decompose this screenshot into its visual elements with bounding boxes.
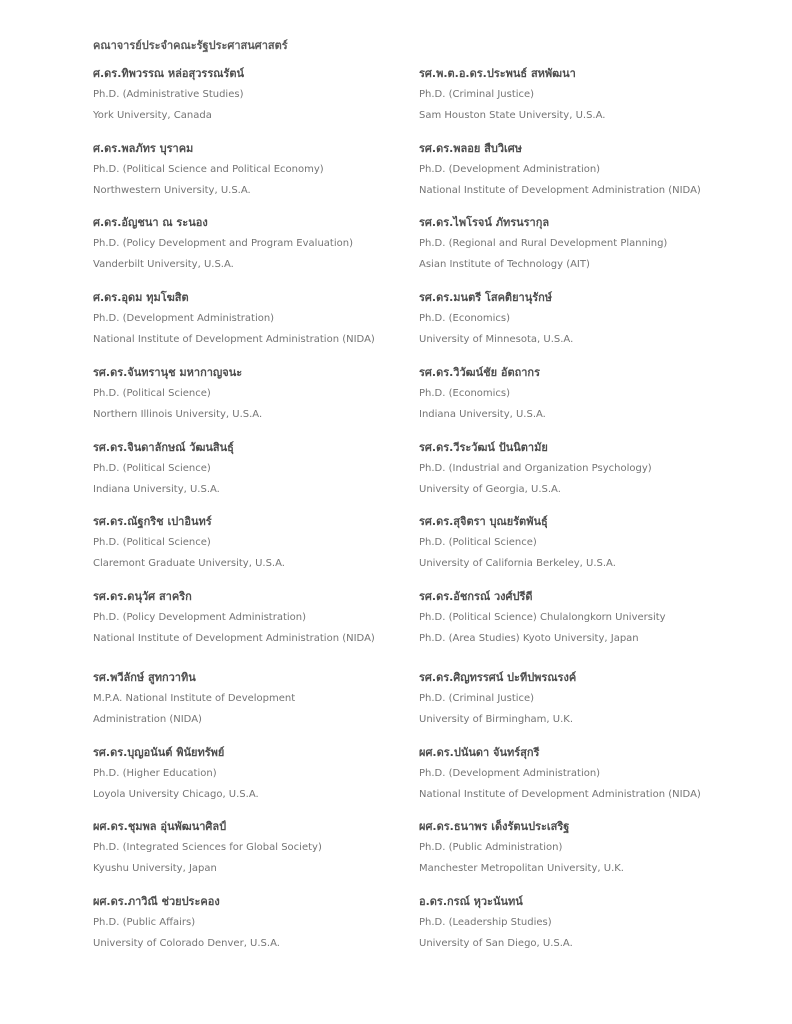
faculty-name: ผศ.ดร.ภาวิณี ช่วยประคอง [93, 895, 220, 908]
faculty-entry [93, 819, 423, 879]
faculty-degree: Ph.D. (Economics) [419, 313, 511, 324]
faculty-institution: University of Birmingham, U.K. [419, 713, 574, 725]
faculty-degree: Ph.D. (Higher Education) [93, 768, 217, 779]
faculty-degree: Ph.D. (Public Affairs) [93, 917, 196, 928]
faculty-name: รศ.ดร.สุจิตรา บุณยรัตพันธุ์ [419, 515, 548, 528]
faculty-entry [419, 894, 719, 954]
faculty-entry [419, 290, 719, 350]
faculty-entry [93, 290, 423, 350]
faculty-institution: University of Georgia, U.S.A. [419, 483, 561, 495]
faculty-institution: University of Colorado Denver, U.S.A. [93, 937, 280, 949]
faculty-entry [93, 514, 423, 574]
faculty-institution: Loyola University Chicago, U.S.A. [93, 788, 259, 800]
faculty-name: รศ.ดร.ณัฐกริช เปาอินทร์ [93, 515, 212, 528]
faculty-institution: Vanderbilt University, U.S.A. [93, 258, 234, 270]
faculty-name: รศ.พ.ต.อ.ดร.ประพนธ์ สหพัฒนา [419, 67, 576, 80]
faculty-institution: Indiana University, U.S.A. [419, 408, 546, 420]
faculty-degree: Ph.D. (Political Science) [93, 388, 211, 399]
faculty-entry [419, 589, 719, 649]
faculty-entry [93, 440, 423, 500]
faculty-institution: National Institute of Development Administration (NIDA) [419, 184, 701, 196]
faculty-degree: Ph.D. (Leadership Studies) [419, 917, 552, 928]
faculty-institution: University of California Berkeley, U.S.A. [419, 557, 616, 569]
faculty-name: รศ.ดร.จันทรานุช มหากาญจนะ [93, 366, 243, 379]
faculty-degree: Ph.D. (Criminal Justice) [419, 693, 535, 704]
faculty-degree: Ph.D. (Industrial and Organization Psychology) [419, 463, 652, 474]
faculty-institution: Indiana University, U.S.A. [93, 483, 220, 495]
faculty-institution: University of San Diego, U.S.A. [419, 937, 573, 949]
page-title: คณาจารย์ประจำคณะรัฐประศาสนศาสตร์ [93, 39, 288, 52]
faculty-degree: Ph.D. (Economics) [419, 388, 511, 399]
faculty-name: ศ.ดร.อุดม ทุมโฆสิต [93, 291, 189, 304]
faculty-degree: Ph.D. (Regional and Rural Development Planning) [419, 238, 668, 249]
faculty-degree: M.P.A. National Institute of Development [93, 693, 296, 704]
faculty-name: รศ.ดร.อัชกรณ์ วงศ์ปรีดี [419, 590, 533, 603]
faculty-entry [93, 215, 423, 275]
faculty-degree: Ph.D. (Political Science) [93, 537, 211, 548]
faculty-entry [93, 745, 423, 805]
faculty-degree: Ph.D. (Administrative Studies) [93, 89, 244, 100]
faculty-name: ผศ.ดร.ชุมพล อุ่นพัฒนาศิลป์ [93, 820, 227, 833]
faculty-name: รศ.ดร.บุญอนันต์ พินัยทรัพย์ [93, 746, 225, 759]
faculty-institution: Sam Houston State University, U.S.A. [419, 109, 606, 121]
faculty-institution: National Institute of Development Administration (NIDA) [419, 788, 701, 800]
faculty-name: ศ.ดร.อัญชนา ณ ระนอง [93, 216, 208, 229]
faculty-name: ศ.ดร.พลภัทร บุราคม [93, 142, 194, 155]
faculty-entry [419, 745, 719, 805]
faculty-name: รศ.พวีลักษ์ สูทกวาทิน [93, 671, 196, 684]
faculty-degree: Ph.D. (Integrated Sciences for Global Society) [93, 842, 322, 853]
faculty-name: ผศ.ดร.ธนาพร เด็งรัตนประเสริฐ [419, 820, 570, 833]
faculty-institution: Manchester Metropolitan University, U.K. [419, 862, 624, 874]
faculty-entry [93, 589, 423, 649]
faculty-name: รศ.ดร.มนตรี โสคติยานุรักษ์ [419, 291, 553, 304]
faculty-name: รศ.ดร.วิวัฒน์ชัย อัตถากร [419, 366, 541, 379]
faculty-degree: Ph.D. (Political Science) Chulalongkorn University [419, 612, 666, 623]
faculty-entry [419, 365, 719, 425]
faculty-name: รศ.ดร.จินดาลักษณ์ วัฒนสินธุ์ [93, 441, 234, 454]
faculty-entry [419, 141, 719, 201]
faculty-name: รศ.ดร.ศิญทรรศน์ ปะทีปพรณรงค์ [419, 671, 577, 684]
faculty-degree: Ph.D. (Political Science) [93, 463, 211, 474]
faculty-degree: Ph.D. (Development Administration) [419, 164, 601, 175]
faculty-entry [419, 514, 719, 574]
faculty-degree: Ph.D. (Policy Development Administration) [93, 612, 307, 623]
faculty-entry [419, 440, 719, 500]
faculty-degree: Ph.D. (Political Science) [419, 537, 537, 548]
faculty-institution: Northern Illinois University, U.S.A. [93, 408, 263, 420]
faculty-name: อ.ดร.กรณ์ หุวะนันทน์ [419, 895, 523, 908]
faculty-institution: Administration (NIDA) [93, 713, 202, 725]
faculty-institution: National Institute of Development Administration (NIDA) [93, 632, 375, 644]
faculty-entry [419, 215, 719, 275]
faculty-name: รศ.ดร.ไพโรจน์ ภัทรนรากุล [419, 216, 550, 229]
faculty-degree: Ph.D. (Criminal Justice) [419, 89, 535, 100]
faculty-entry [93, 894, 423, 954]
faculty-entry [419, 66, 719, 126]
faculty-degree: Ph.D. (Development Administration) [93, 313, 275, 324]
faculty-name: รศ.ดร.ดนุวัศ สาคริก [93, 590, 192, 603]
faculty-degree: Ph.D. (Development Administration) [419, 768, 601, 779]
faculty-institution: Claremont Graduate University, U.S.A. [93, 557, 285, 569]
faculty-entry [419, 670, 719, 730]
faculty-degree: Ph.D. (Policy Development and Program Evaluation) [93, 238, 353, 249]
faculty-institution: Kyushu University, Japan [93, 862, 217, 874]
faculty-institution: York University, Canada [93, 109, 212, 121]
faculty-entry [93, 365, 423, 425]
faculty-entry [93, 670, 423, 730]
faculty-name: รศ.ดร.พลอย สืบวิเศษ [419, 142, 523, 155]
faculty-name: ศ.ดร.ทิพวรรณ หล่อสุวรรณรัตน์ [93, 67, 245, 80]
faculty-institution: Northwestern University, U.S.A. [93, 184, 251, 196]
faculty-degree: Ph.D. (Political Science and Political Economy) [93, 164, 324, 175]
faculty-institution: Asian Institute of Technology (AIT) [419, 258, 590, 270]
faculty-name: รศ.ดร.วีระวัฒน์ ปันนิตามัย [419, 441, 548, 454]
faculty-entry [93, 141, 423, 201]
faculty-name: ผศ.ดร.ปนันดา จันทร์สุกรี [419, 746, 540, 759]
faculty-institution: National Institute of Development Administration (NIDA) [93, 333, 375, 345]
faculty-institution: Ph.D. (Area Studies) Kyoto University, Japan [419, 632, 639, 644]
faculty-degree: Ph.D. (Public Administration) [419, 842, 563, 853]
faculty-institution: University of Minnesota, U.S.A. [419, 333, 574, 345]
faculty-entry [419, 819, 719, 879]
faculty-entry [93, 66, 423, 126]
